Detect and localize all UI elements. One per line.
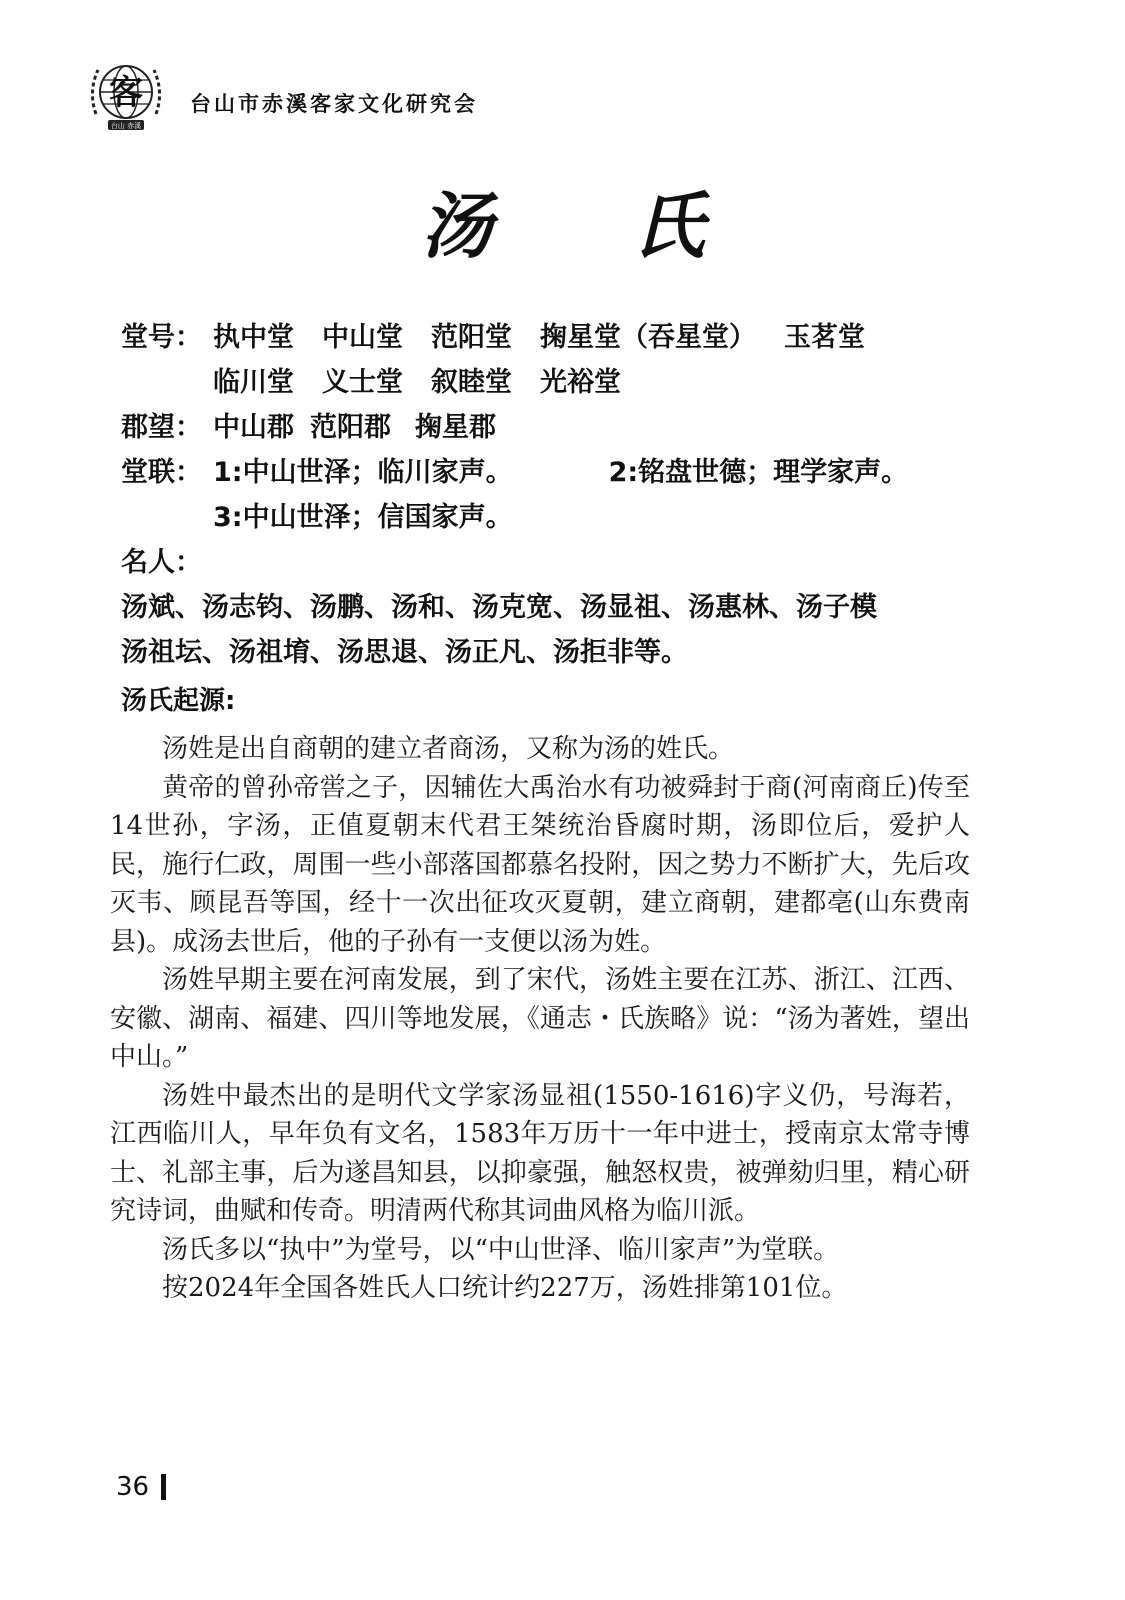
- hall-names-row-2: [121, 357, 1001, 402]
- globe-emblem-icon: [84, 54, 168, 138]
- origin-heading: 汤氏起源:: [121, 685, 236, 716]
- couplet-2: 2:铭盘世德；理学家声。: [608, 457, 909, 488]
- page-header: [84, 54, 478, 138]
- page-title: [0, 168, 1125, 272]
- commandery: 掬星郡: [415, 412, 496, 443]
- page-number-bar: [161, 1474, 166, 1500]
- commandery: 范阳郡: [310, 412, 391, 443]
- famous-people: [121, 537, 1001, 672]
- hall-name: 叙睦堂: [431, 367, 512, 398]
- commanderies-label: 郡望：: [121, 412, 202, 443]
- commanderies-row: [121, 402, 1001, 447]
- couplets-row-2: [121, 492, 1001, 537]
- famous-line-2: 汤祖坛、汤祖堉、汤思退、汤正凡、汤拒非等。: [121, 637, 688, 668]
- origin-paragraph: 按2024年全国各姓氏人口统计约227万，汤姓排第101位。: [162, 1273, 848, 1303]
- title-char-1: 汤: [420, 183, 493, 268]
- couplets-row: [121, 447, 1001, 492]
- origin-paragraph: 汤姓是出自商朝的建立者商汤，又称为汤的姓氏。: [162, 734, 735, 764]
- couplets-label: 堂联：: [121, 457, 202, 488]
- hall-names-list: [213, 315, 893, 354]
- hall-name: 范阳堂: [431, 322, 512, 353]
- page-number: [116, 1472, 166, 1502]
- hall-name: 临川堂: [213, 367, 294, 398]
- origin-paragraph: 汤氏多以“执中”为堂号，以“中山世泽、临川家声”为堂联。: [162, 1234, 840, 1265]
- hall-name: 玉茗堂: [784, 322, 865, 353]
- hall-name: 执中堂: [213, 322, 294, 353]
- hall-names-list: [213, 360, 649, 399]
- hall-names-row: [121, 312, 1001, 357]
- hall-names-label: 堂号：: [121, 322, 202, 353]
- logo-char: 客: [109, 73, 143, 113]
- famous-label: 名人：: [121, 547, 202, 578]
- hall-name: 掬星堂（吞星堂）: [540, 322, 756, 353]
- hall-name: 义士堂: [322, 367, 403, 398]
- title-char-2: 氏: [632, 183, 705, 268]
- origin-paragraph: 汤姓早期主要在河南发展，到了宋代，汤姓主要在江苏、浙江、江西、安徽、湖南、福建、四川等地发展，《通志・氏族略》说：“汤为著姓，望出中山。”: [110, 965, 970, 1072]
- origin-paragraph: 汤姓中最杰出的是明代文学家汤显祖(1550-1616)字义仍，号海若，江西临川人，早年负有文名，1583年万历十一年中进士，授南京太常寺博士、礼部主事，后为遂昌知县，以抑豪强，触怒权贵，被弹劾归里，精心研究诗词，曲赋和传奇。明清两代称其词曲风格为临川派。: [110, 1080, 970, 1226]
- logo-banner-text: 台山 赤溪: [110, 122, 142, 130]
- origin-paragraph: 黄帝的曾孙帝喾之子，因辅佐大禹治水有功被舜封于商(河南商丘)传至14世孙，字汤，正值夏朝末代君王桀统治昏腐时期，汤即位后，爱护人民，施行仁政，周围一些小部落国都慕名投附，因之势力不断扩大，先后攻灭韦、顾昆吾等国，经十一次出征攻灭夏朝，建立商朝，建都亳(山东费南县)。成汤去世后，他的子孙有一支便以汤为姓。: [110, 772, 970, 957]
- commandery: 中山郡: [213, 412, 294, 443]
- organization-name: 台山市赤溪客家文化研究会: [190, 92, 478, 116]
- famous-line-1: 汤斌、汤志钧、汤鹏、汤和、汤克宽、汤显祖、汤惠林、汤子模: [121, 592, 877, 623]
- commanderies-list: [213, 405, 524, 444]
- hall-name: 中山堂: [322, 322, 403, 353]
- origin-text: [110, 730, 970, 1308]
- couplet-3: 3:中山世泽；信国家声。: [213, 502, 513, 533]
- hall-name: 光裕堂: [540, 367, 621, 398]
- couplet-1: 1:中山世泽；临川家声。: [213, 457, 513, 488]
- page-number-text: 36: [116, 1472, 150, 1502]
- surname-info: [121, 312, 1001, 724]
